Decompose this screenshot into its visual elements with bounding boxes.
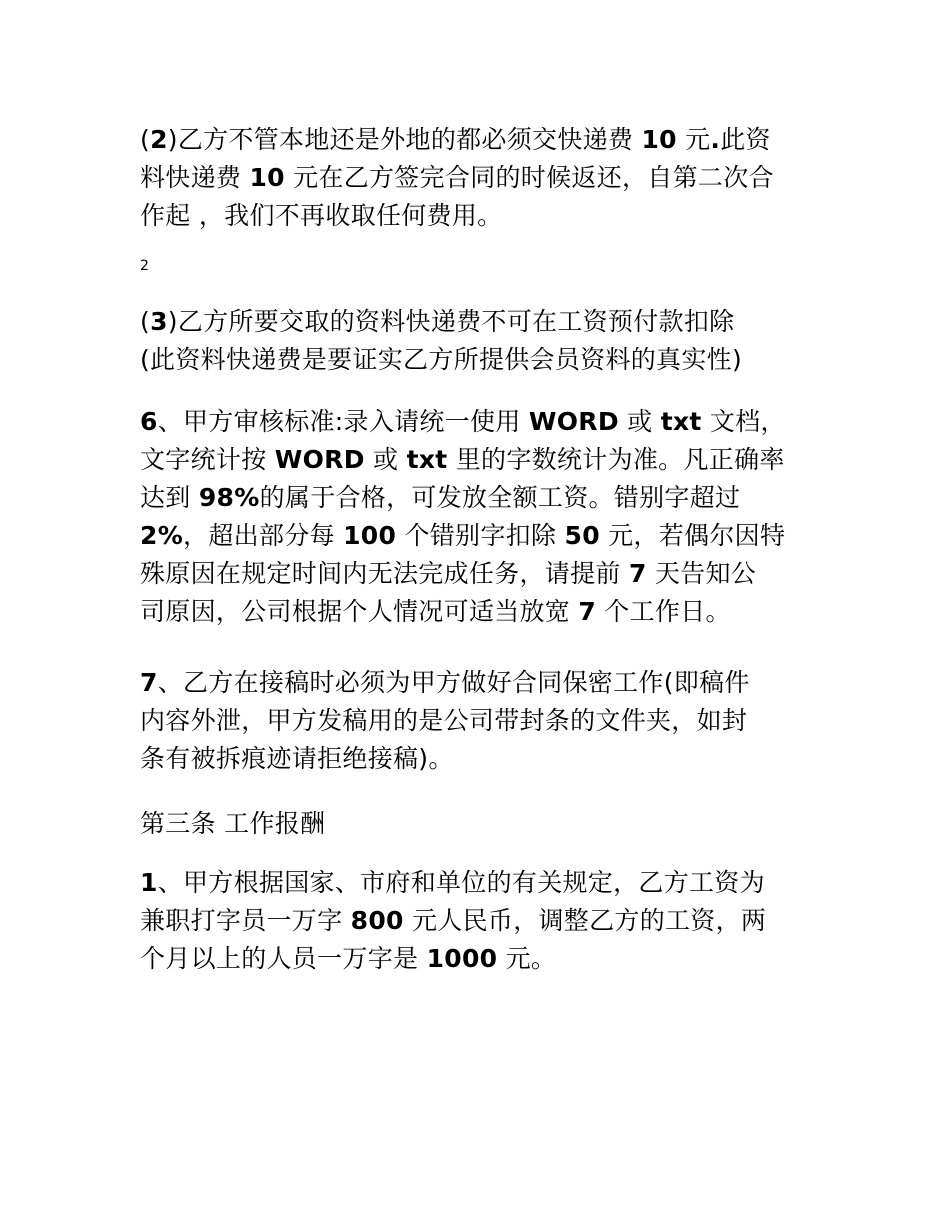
text-line	[140, 555, 830, 593]
text-run: (此资料快递费是要证实乙方所提供会员资料的真实性)	[140, 345, 743, 374]
text-run: 兼职打字员一万字	[140, 906, 351, 935]
text-line	[140, 479, 830, 517]
text-line	[140, 740, 830, 778]
bold-text-run: WORD	[274, 445, 365, 474]
text-run: 内容外泄，甲方发稿用的是公司带封条的文件夹，如封	[140, 706, 748, 735]
paragraph-express-fee	[140, 121, 830, 235]
bold-text-run: 3	[150, 307, 168, 336]
text-line	[140, 159, 830, 197]
bold-text-run: 2	[150, 125, 168, 154]
bold-text-run: WORD	[528, 407, 619, 436]
bold-text-run: 7	[578, 597, 597, 626]
text-line	[140, 940, 830, 978]
bold-text-run: 2%	[140, 521, 184, 550]
bold-text-run: 50	[564, 521, 600, 550]
text-run: 个错别字扣除	[396, 521, 565, 550]
text-run: 天告知公	[646, 559, 757, 588]
text-run: 元在乙方签完合同的时候返还，自第二次合	[284, 163, 774, 192]
text-run: 文档，	[701, 407, 786, 436]
text-run: 此资	[720, 125, 771, 154]
paragraph-review-standard	[140, 403, 830, 631]
text-line	[140, 864, 830, 902]
text-run: (	[140, 307, 151, 336]
text-run: 里的字数统计为准。凡正确率	[447, 445, 785, 474]
bold-text-run: 1000	[426, 944, 498, 973]
text-run: )乙方不管本地还是外地的都必须交快递费	[167, 125, 642, 154]
bold-text-run: 7	[628, 559, 647, 588]
bold-text-run: 10	[641, 125, 677, 154]
text-line	[140, 197, 830, 235]
bold-text-run: 6	[140, 407, 158, 436]
text-line	[140, 664, 830, 702]
text-line	[140, 702, 830, 740]
text-run: 元人民币，调整乙方的工资，两	[403, 906, 767, 935]
text-run: 、甲方根据国家、市府和单位的有关规定，乙方工资为	[157, 868, 765, 897]
bold-text-run: 98%	[198, 483, 260, 512]
text-run: 文字统计按	[140, 445, 275, 474]
text-run: 条有被拆痕迹请拒绝接稿)。	[140, 744, 454, 773]
text-run: 殊原因在规定时间内无法完成任务，请提前	[140, 559, 629, 588]
text-line	[140, 121, 830, 159]
text-run: )乙方所要交取的资料快递费不可在工资预付款扣除	[167, 307, 735, 336]
text-run: 作起 ，我们不再收取任何费用。	[140, 201, 503, 230]
bold-text-run: txt	[660, 407, 702, 436]
text-run: 元，若偶尔因特	[599, 521, 786, 550]
text-line	[140, 593, 830, 631]
text-run: 元	[676, 125, 711, 154]
text-run: 或	[618, 407, 661, 436]
text-run: 个工作日。	[596, 597, 731, 626]
text-line	[140, 303, 830, 341]
text-run: 个月以上的人员一万字是	[140, 944, 427, 973]
bold-text-run: 7	[140, 668, 158, 697]
section-heading-article-3	[140, 805, 830, 843]
text-run: 、乙方在接稿时必须为甲方做好合同保密工作(即稿件	[157, 668, 750, 697]
bold-text-run: 1	[140, 868, 158, 897]
paragraph-fee-deduction	[140, 303, 830, 379]
text-run: (	[140, 125, 151, 154]
page-number: 2	[140, 258, 149, 274]
text-run: 达到	[140, 483, 199, 512]
bold-text-run: 10	[249, 163, 285, 192]
text-run: ，超出部分每	[183, 521, 344, 550]
text-line	[140, 403, 830, 441]
text-line	[140, 517, 830, 555]
text-run: 第三条 工作报酬	[140, 809, 326, 838]
bold-text-run: 800	[350, 906, 404, 935]
bold-text-run: .	[710, 125, 721, 154]
paragraph-remuneration	[140, 864, 830, 978]
text-run: 料快递费	[140, 163, 250, 192]
text-line	[140, 902, 830, 940]
bold-text-run: 100	[343, 521, 397, 550]
section-title	[140, 805, 830, 843]
bold-text-run: txt	[406, 445, 448, 474]
text-run: 司原因，公司根据个人情况可适当放宽	[140, 597, 579, 626]
text-line	[140, 441, 830, 479]
text-run: 的属于合格，可发放全额工资。错别字超过	[259, 483, 741, 512]
text-run: 元。	[497, 944, 557, 973]
paragraph-confidentiality	[140, 664, 830, 778]
text-line	[140, 341, 830, 379]
text-run: 、甲方审核标准:录入请统一使用	[157, 407, 529, 436]
text-run: 或	[364, 445, 407, 474]
